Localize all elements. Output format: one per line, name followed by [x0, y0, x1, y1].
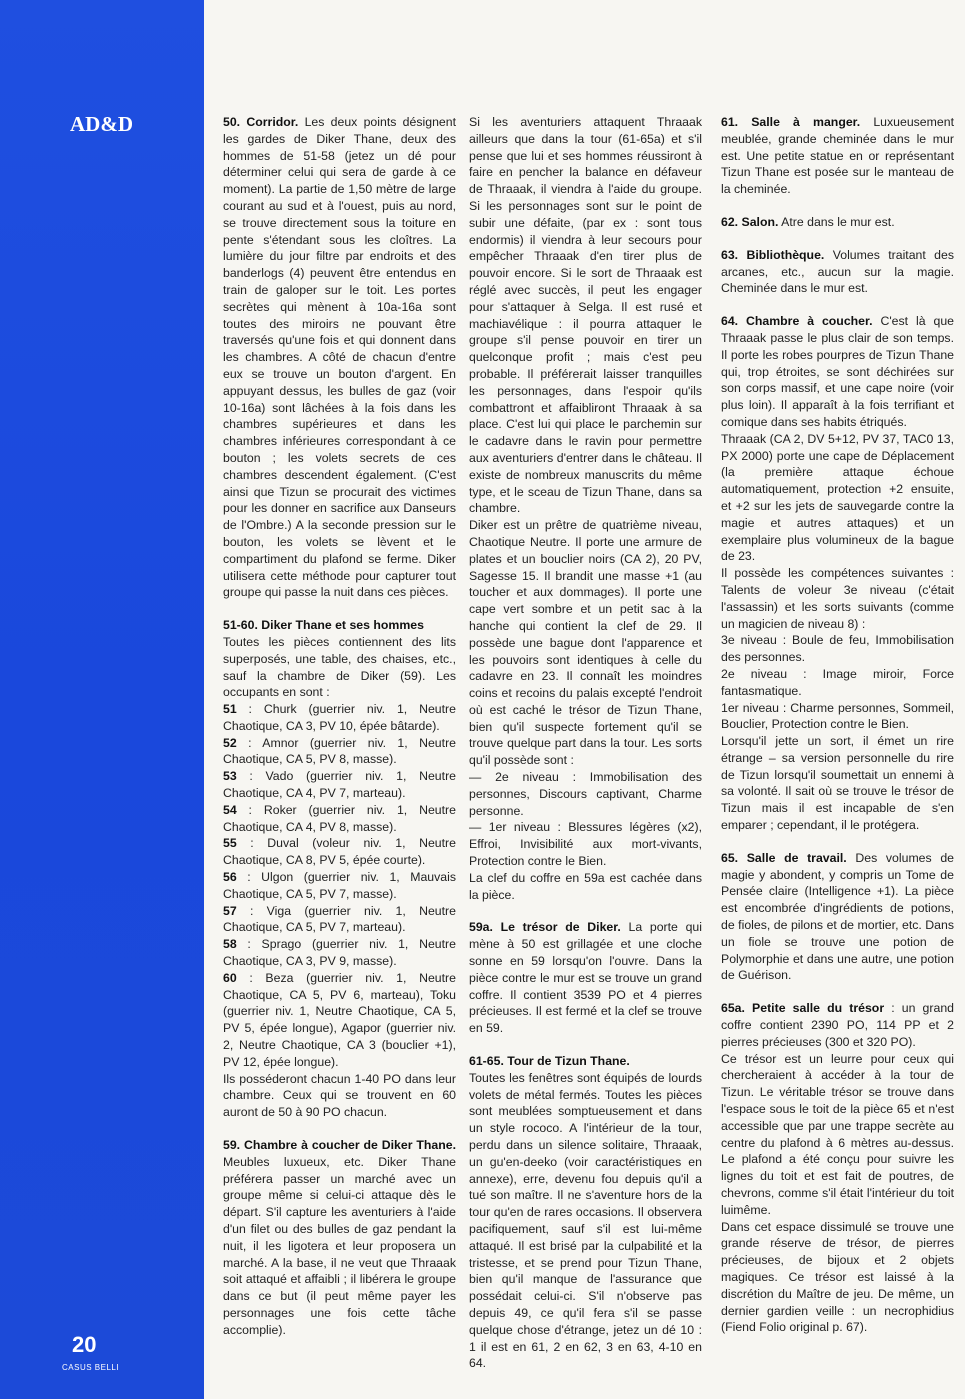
list-item: 51 : Churk (guerrier niv. 1, Neutre Chaotique, CA 3, PV 10, épée bâtarde).	[223, 702, 456, 733]
list-item: 55 : Duval (voleur niv. 1, Neutre Chaotique, CA 8, PV 5, épée courte).	[223, 836, 456, 868]
page-number: 20	[72, 1332, 97, 1357]
section-59	[223, 1137, 456, 1339]
spell-list: 2e niveau : Image miroir, Force fantasmatique.	[721, 666, 954, 698]
paragraph: Il possède les compétences suivantes : Talents de voleur 3e niveau (c'était l'assassin) et les sorts suivants (comme un magicien de niveau 8) :	[721, 566, 954, 631]
section-title: 50. Corridor.	[223, 115, 299, 129]
section-59a	[469, 919, 702, 1037]
section-65a	[721, 1000, 954, 1050]
paragraph: Lorsqu'il jette un sort, il émet un rire étrange – sa version personnelle du rire de Tizun lorsqu'il soumettait un ennemi à sa volonté. Il sait où se trouve le trésor de Tizun mais il est incapable de s'en emparer ; cependant, il le protégera.	[721, 734, 954, 833]
section-text: : un grand coffre contient 2390 PO, 114 PP et 2 pierres précieuses (300 et 320 PO).	[721, 1001, 954, 1049]
list-item: 53 : Vado (guerrier niv. 1, Neutre Chaotique, CA 4, PV 7, marteau).	[223, 769, 456, 801]
spell-list: — 1er niveau : Blessures légères (x2), Effroi, Invisibilité aux mort-vivants, Protection contre le Bien.	[469, 820, 702, 869]
section-63	[721, 247, 954, 297]
section-title: 59. Chambre à coucher de Diker Thane.	[223, 1138, 456, 1153]
spell-list: 1er niveau : Charme personnes, Sommeil, Bouclier, Protection contre le Bien.	[721, 700, 954, 732]
spell-list: 3e niveau : Boule de feu, Immobilisation des personnes.	[721, 633, 954, 665]
section-title: 63. Bibliothèque.	[721, 247, 825, 262]
section-text: La porte qui mène à 50 est grillagée et une cloche sonne en 59 lorsqu'on l'ouvre. Dans la pièce contre le mur est se trouve un grand coffre. Il contient 3539 PO et 4 pierres précieuses. Il est fermé et la clef se trouve en 59.	[469, 920, 702, 1036]
section-text: Les deux points désignent les gardes de Diker Thane, deux des hommes de 51-58 (jetez un dé pour déterminer celui qui sera de garde à ce moment). La partie de 1,50 mètre de large courant au sud et à l'ouest, puis au nord, se trouve directement sous la toiture en pente s'étendant sous les cloîtres. La lumière du jour filtre par endroits et des banderlogs (4) peuvent être entendus en train de galoper sur le toit. Les portes secrètes qui mènent à 10a-16a sont toutes des miroirs ne pouvant être traversés qu'une fois et qui donnent dans les chambres. A côté de chacun d'entre eux se trouve un bouton d'argent. En appuyant dessus, les bulles de gaz (voir 10-16a) sont lâchées à la fois dans les chambres supérieures et dans les chambres inférieures correspondant à ce bouton ; les volets secrets de ces chambres descendent également. (C'est ainsi que Tizun se procurait des victimes pour les donner en sacrifice aux Danseurs de l'Ombre.) A la seconde pression sur le bouton, les volets se lèvent et le compartiment du plafond se ferme. Diker utilisera cette méthode pour capturer tout groupe qui passe la nuit dans ces pièces.	[223, 115, 456, 600]
section-title: 59a. Le trésor de Diker.	[469, 920, 621, 935]
column-1	[223, 114, 456, 1355]
column-3	[721, 114, 954, 1336]
spell-list: — 2e niveau : Immobilisation des personnes, Discours captivant, Charme personne.	[469, 770, 702, 818]
section-51-60	[223, 617, 456, 634]
section-text: Toutes les pièces contiennent des lits superposés, une table, des chaises, etc., sauf la chambre de Diker (59). Les occupants en sont :	[223, 634, 456, 700]
section-title: 51-60. Diker Thane et ses hommes	[223, 618, 424, 633]
list-item: 54 : Roker (guerrier niv. 1, Neutre Chaotique, CA 4, PV 8, masse).	[223, 802, 456, 834]
section-text: Des volumes de magie y abondent, y compris un Tome de Pensée claire (Intelligence +1). La pièce est encombrée d'ingrédients de potions, de fioles, de pilons et de mortier, etc. Dans un fiole se trouve une potion de Polymorphie et dans une autre, une potion de Guérison.	[721, 850, 954, 983]
section-text: Atre dans le mur est.	[778, 214, 895, 229]
paragraph: La clef du coffre en 59a est cachée dans la pièce.	[469, 870, 702, 902]
paragraph: Dans cet espace dissimulé se trouve une grande réserve de trésor, de pierres précieuses, de bijoux et 2 objets magiques. Ce trésor est laissé à la discrétion du Maître de jeu. De même, un dernier gardien veille : un necrophidius (Fiend Folio original p. 67).	[721, 1219, 954, 1335]
section-65	[721, 850, 954, 984]
sidebar	[0, 0, 204, 1399]
section-title: 64. Chambre à coucher.	[721, 314, 873, 329]
list-item: 52 : Amnor (guerrier niv. 1, Neutre Chaotique, CA 5, PV 8, masse).	[223, 735, 456, 767]
section-title: 61. Salle à manger.	[721, 115, 861, 129]
section-64	[721, 313, 954, 431]
section-text: C'est là que Thraaak passe le plus clair de son temps. Il porte les robes pourpres de Tizun Thane qui, trop étroites, se sont déchirées sur son corps massif, et une cape noire (voir plus loin). Il apparaît à la fois terrifiant et comique dans ses habits étriqués.	[721, 314, 954, 429]
list-item: 57 : Viga (guerrier niv. 1, Neutre Chaotique, CA 5, PV 7, marteau).	[223, 903, 456, 935]
list-item: 60 : Beza (guerrier niv. 1, Neutre Chaotique, CA 5, PV 6, marteau), Toku (guerrier niv. 1, Neutre Chaotique, CA 5, PV 5, épée longue), Agapor (guerrier niv. 2, Neutre Chaotique, CA 3 (bouclier +1), PV 12, épée longue).	[223, 970, 456, 1069]
section-61-65	[469, 1053, 702, 1070]
section-label: AD&D	[70, 112, 133, 136]
section-text: Volumes traitant des arcanes, etc., aucun sur la magie. Cheminée dans le mur est.	[721, 247, 955, 296]
magazine-name: CASUS BELLI	[62, 1363, 120, 1372]
section-61	[721, 114, 954, 198]
column-2	[469, 114, 702, 1388]
section-62	[721, 214, 954, 231]
stat-block: Thraaak (CA 2, DV 5+12, PV 37, TAC0 13, PX 2000) porte une cape de Déplacement (la première attaque échoue automatiquement, protection +2 ensuite, et +2 sur les jets de sauvegarde contre la magie et autres attaques) et un exemplaire plus volumineux de la bague de 23.	[721, 431, 954, 564]
section-text: Meubles luxueux, etc. Diker Thane préférera passer un marché avec un groupe même si celui-ci attaque dès le départ. S'il capture les aventuriers à l'aide d'un filet ou des bulles de gaz pendant la nuit, il les ligotera et leur proposera un marché. A la base, il ne veut que Thraaak soit attaqué et affaibli ; il libérera le groupe dans ce but (il peut même payer les personnages une fois cette tâche accomplie).	[223, 1154, 456, 1337]
list-item: 58 : Sprago (guerrier niv. 1, Neutre Chaotique, CA 3, PV 9, masse).	[223, 937, 456, 969]
section-50	[223, 114, 456, 601]
section-title: 62. Salon.	[721, 214, 779, 229]
section-title: 61-65. Tour de Tizun Thane.	[469, 1054, 630, 1069]
section-title: 65a. Petite salle du trésor	[721, 1001, 885, 1016]
paragraph: Diker est un prêtre de quatrième niveau, Chaotique Neutre. Il porte une armure de plates et un bouclier noirs (CA 2), 20 PV, Sagesse 15. Il brandit une masse +1 (au toucher et aux dommages). Il porte une cape vert sombre et un petit sac à la hanche qui contient la clef de 29. Il possède une bague dont l'apparence et les pouvoirs sont identiques à celle du cadavre en 23. Il connaît les moindres coins et recoins du palais excepté l'endroit où est caché le trésor de Tizun Thane, bien qu'il suspecte fortement qu'il se trouve quelque part dans la tour. Les sorts qu'il possède sont :	[469, 518, 702, 768]
paragraph: Ce trésor est un leurre pour ceux qui chercheraient à accéder à la tour de Tizun. Le véritable trésor se trouve dans l'espace sous le toit de la pièce 65 et n'est accessible que par une trappe secrète au centre du plafond à 6 mètres au-dessus. Le plafond a été conçu pour suivre les lignes du toit et est fait de poutres, de chevrons, comme s'il était l'intérieur du toit luimême.	[721, 1051, 954, 1217]
section-text: Toutes les fenêtres sont équipés de lourds volets de métal fermés. Toutes les pièces sont meublées somptueusement et dans un style rococo. A l'intérieur de la tour, perdu dans un silence solitaire, Thraaak, un gu'en-deeko (voir caractéristiques en annexe), erre, devenu fou depuis qu'il a tué son maître. Il ne s'aventure hors de la tour qu'en de rares occasions. Il observera pacifiquement, sauf s'il est lui-même attaqué. Il est brisé par la culpabilité et la tristesse, et se prend pour Tizun Thane, bien qu'il manque de l'assurance que possédait celui-ci. S'il n'observe pas depuis 49, ce qu'il fera s'il se passe quelque chose d'étrange, jetez un dé 10 : 1 il est en 61, 2 en 62, 3 en 63, 4-10 en 64.	[469, 1070, 702, 1371]
paragraph: Si les aventuriers attaquent Thraaak ailleurs que dans la tour (61-65a) et s'il pense que lui et ses hommes réussiront à faire en pencher la balance en défaveur de Thraaak, il viendra à l'aide du groupe. Si les personnages sont sur le point de subir une défaite, (par ex : sont tous endormis) il viendra à leur secours pour empêcher Thraaak d'en tirer plus de pouvoir encore. Si le sort de Thraaak est réglé avec succès, il peut les engager pour s'attaquer à Selga. Il est rusé et machiavélique : il pourra attaquer le groupe s'il pense pouvoir en tirer un quelconque profit ; mais c'est peu probable. Il préférerait laisser tranquilles les personnages, dans l'espoir qu'ils combattront et affaibliront Thraaak à sa place. C'est lui qui place le parchemin sur le cadavre dans le ravin pour permettre aux aventuriers d'entrer dans le château. Il existe de nombreux manuscrits du même type, et le sceau de Tizun Thane, dans sa chambre.	[469, 115, 702, 516]
section-text: Luxueusement meublée, grande cheminée dans le mur est. Une petite statue en or représentant Tizun Thane est posée sur le manteau de la cheminée.	[721, 115, 954, 197]
section-title: 65. Salle de travail.	[721, 850, 847, 865]
section-text: Ils posséderont chacun 1-40 PO dans leur chambre. Ceux qui se trouvent en 60 auront de 50 à 90 PO chacun.	[223, 1071, 456, 1120]
list-item: 56 : Ulgon (guerrier niv. 1, Mauvais Chaotique, CA 5, PV 7, masse).	[223, 870, 456, 901]
